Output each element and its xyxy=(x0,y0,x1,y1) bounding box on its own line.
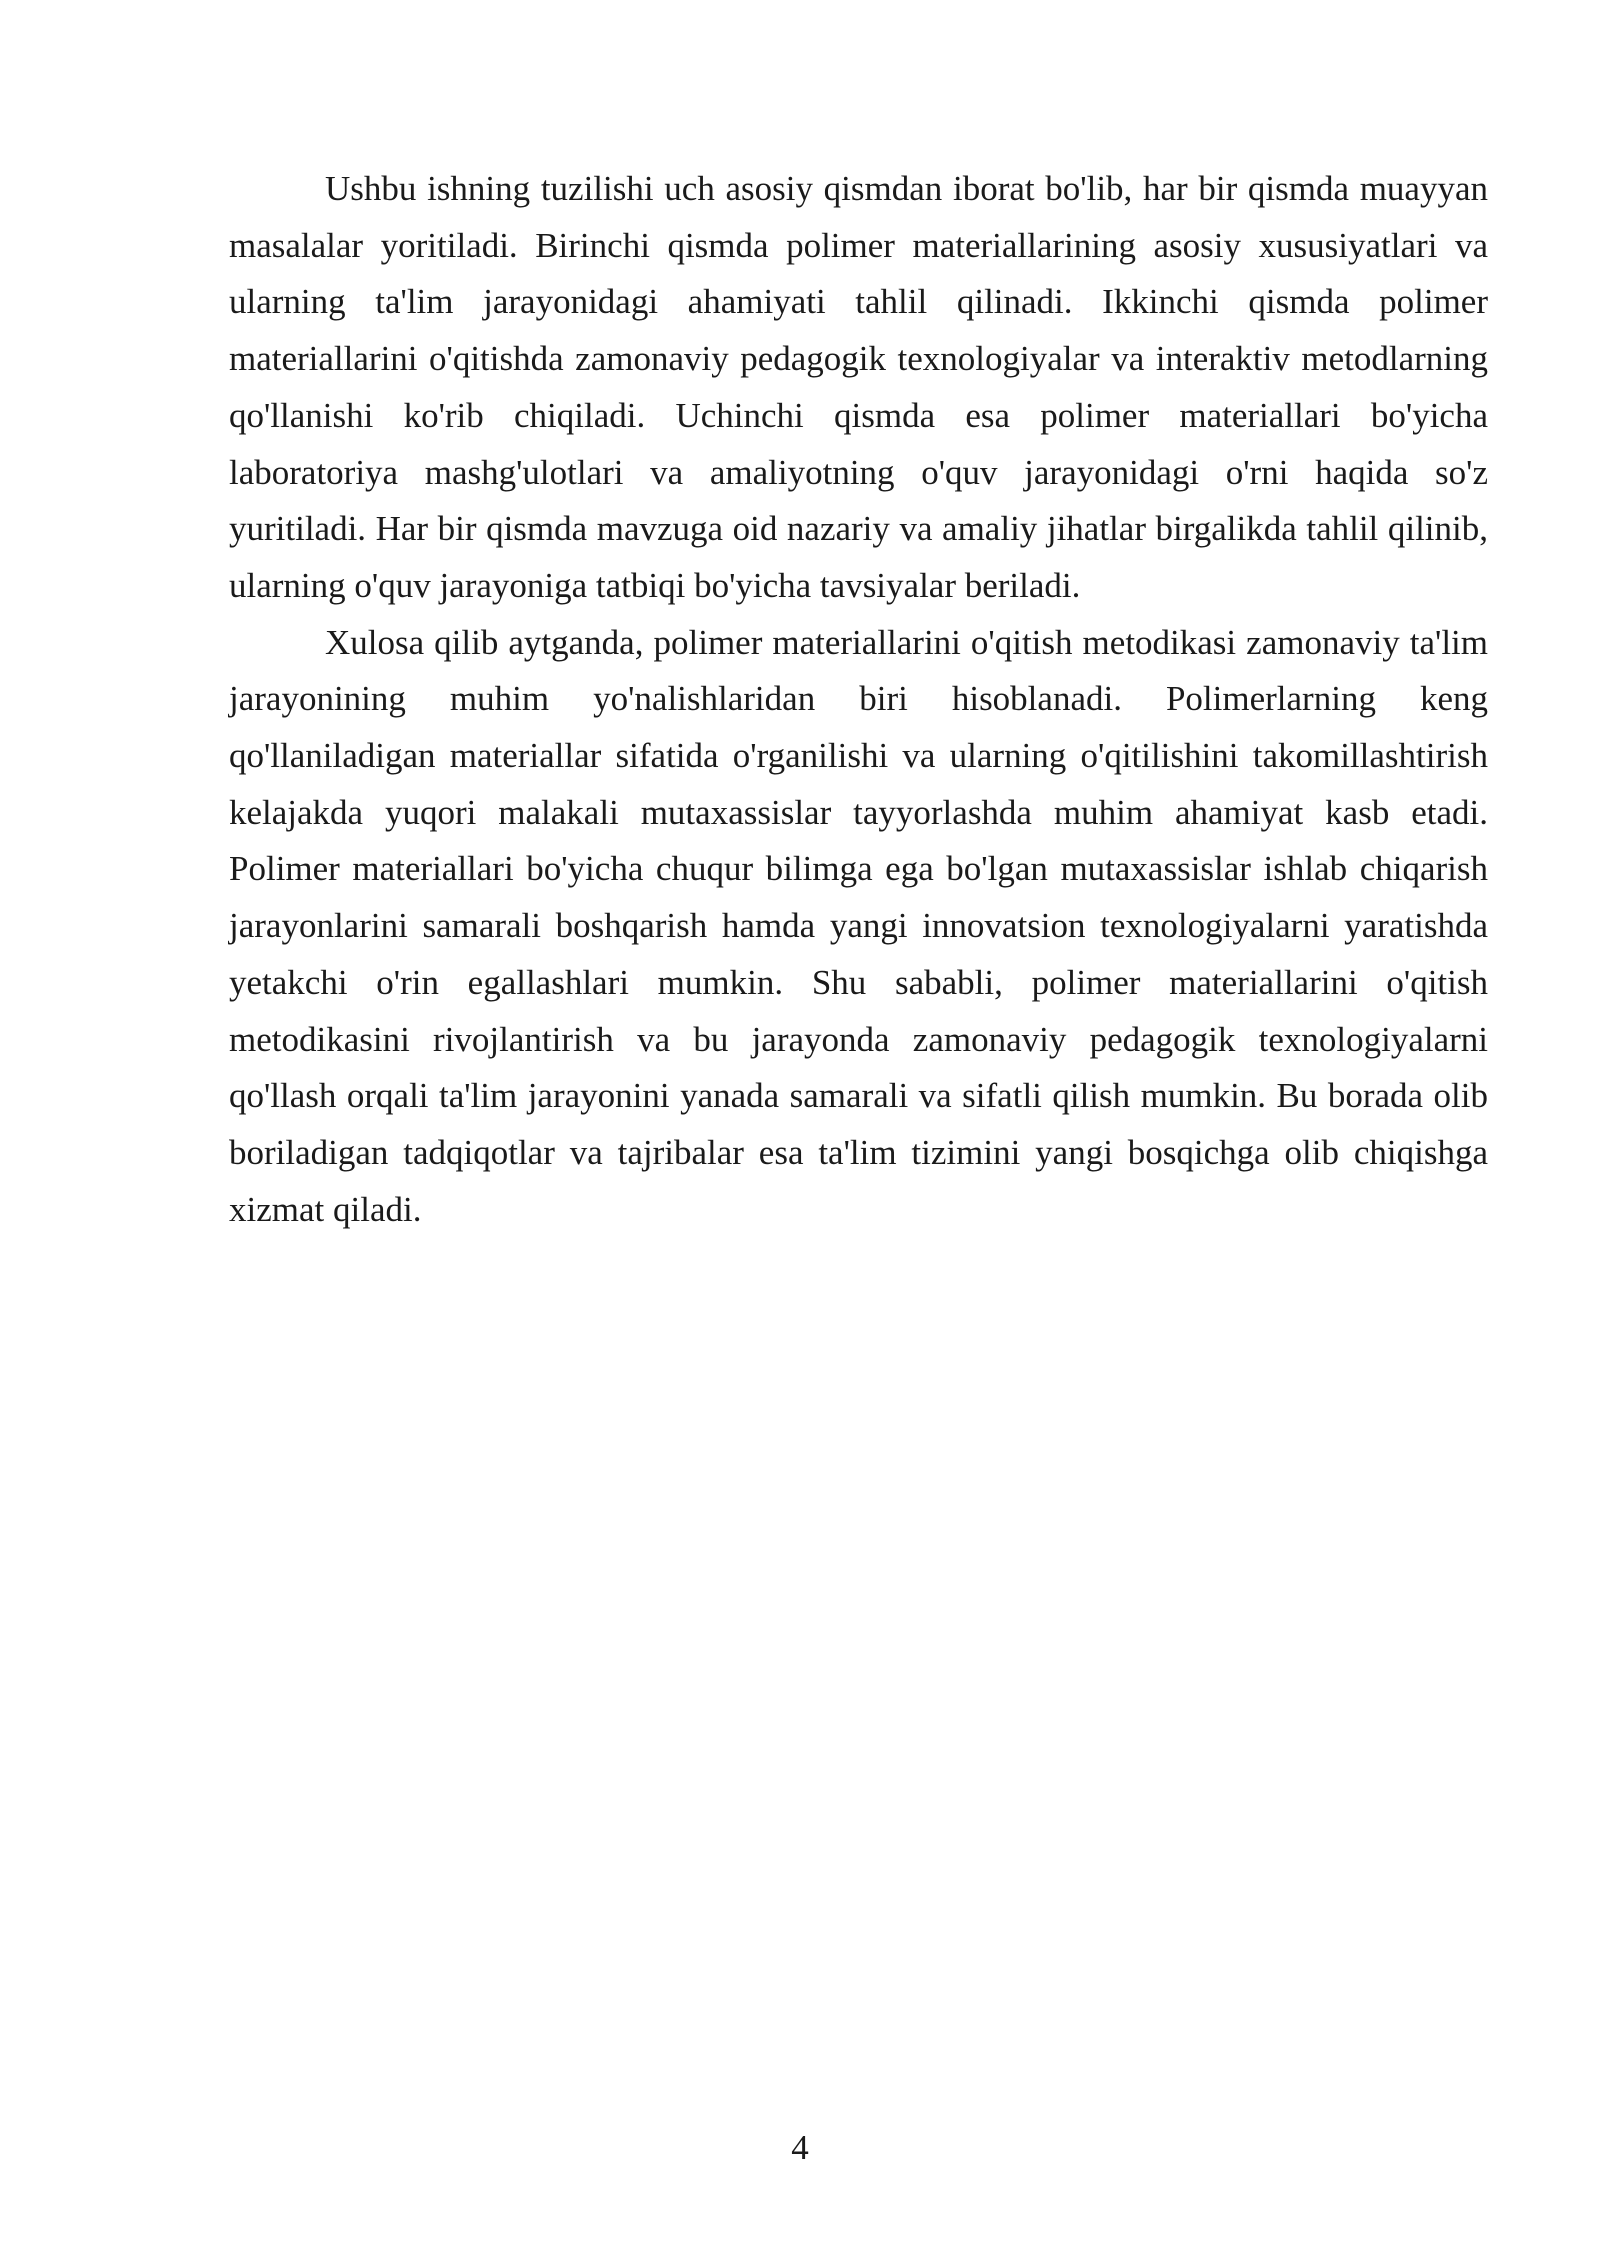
body-text xyxy=(229,161,1488,1238)
paragraph-conclusion: Xulosa qilib aytganda, polimer materiallarini o'qitish metodikasi zamonaviy ta'lim jarayonining muhim yo'nalishlaridan biri hisoblanadi. Polimerlarning keng qo'llaniladigan materiallar sifatida o'rganilishi va ularning o'qitilishini takomillashtirish kelajakda yuqori malakali mutaxassislar tayyorlashda muhim ahamiyat kasb etadi. Polimer materiallari bo'yicha chuqur bilimga ega bo'lgan mutaxassislar ishlab chiqarish jarayonlarini samarali boshqarish hamda yangi innovatsion texnologiyalarni yaratishda yetakchi o'rin egallashlari mumkin. Shu sababli, polimer materiallarini o'qitish metodikasini rivojlantirish va bu jarayonda zamonaviy pedagogik texnologiyalarni qo'llash orqali ta'lim jarayonini yanada samarali va sifatli qilish mumkin. Bu borada olib boriladigan tadqiqotlar va tajribalar esa ta'lim tizimini yangi bosqichga olib chiqishga xizmat qiladi. xyxy=(229,622,1488,1229)
paragraph-structure: Ushbu ishning tuzilishi uch asosiy qismdan iborat bo'lib, har bir qismda muayyan masalalar yoritiladi. Birinchi qismda polimer materiallarining asosiy xususiyatlari va ularning ta'lim jarayonidagi ahamiyati tahlil qilinadi. Ikkinchi qismda polimer materiallarini o'qitishda zamonaviy pedagogik texnologiyalar va interaktiv metodlarning qo'llanishi ko'rib chiqiladi. Uchinchi qismda esa polimer materiallari bo'yicha laboratoriya mashg'ulotlari va amaliyotning o'quv jarayonidagi o'rni haqida so'z yuritiladi. Har bir qismda mavzuga oid nazariy va amaliy jihatlar birgalikda tahlil qilinib, ularning o'quv jarayoniga tatbiqi bo'yicha tavsiyalar beriladi. xyxy=(229,169,1488,605)
page-number: 4 xyxy=(791,2128,809,2167)
